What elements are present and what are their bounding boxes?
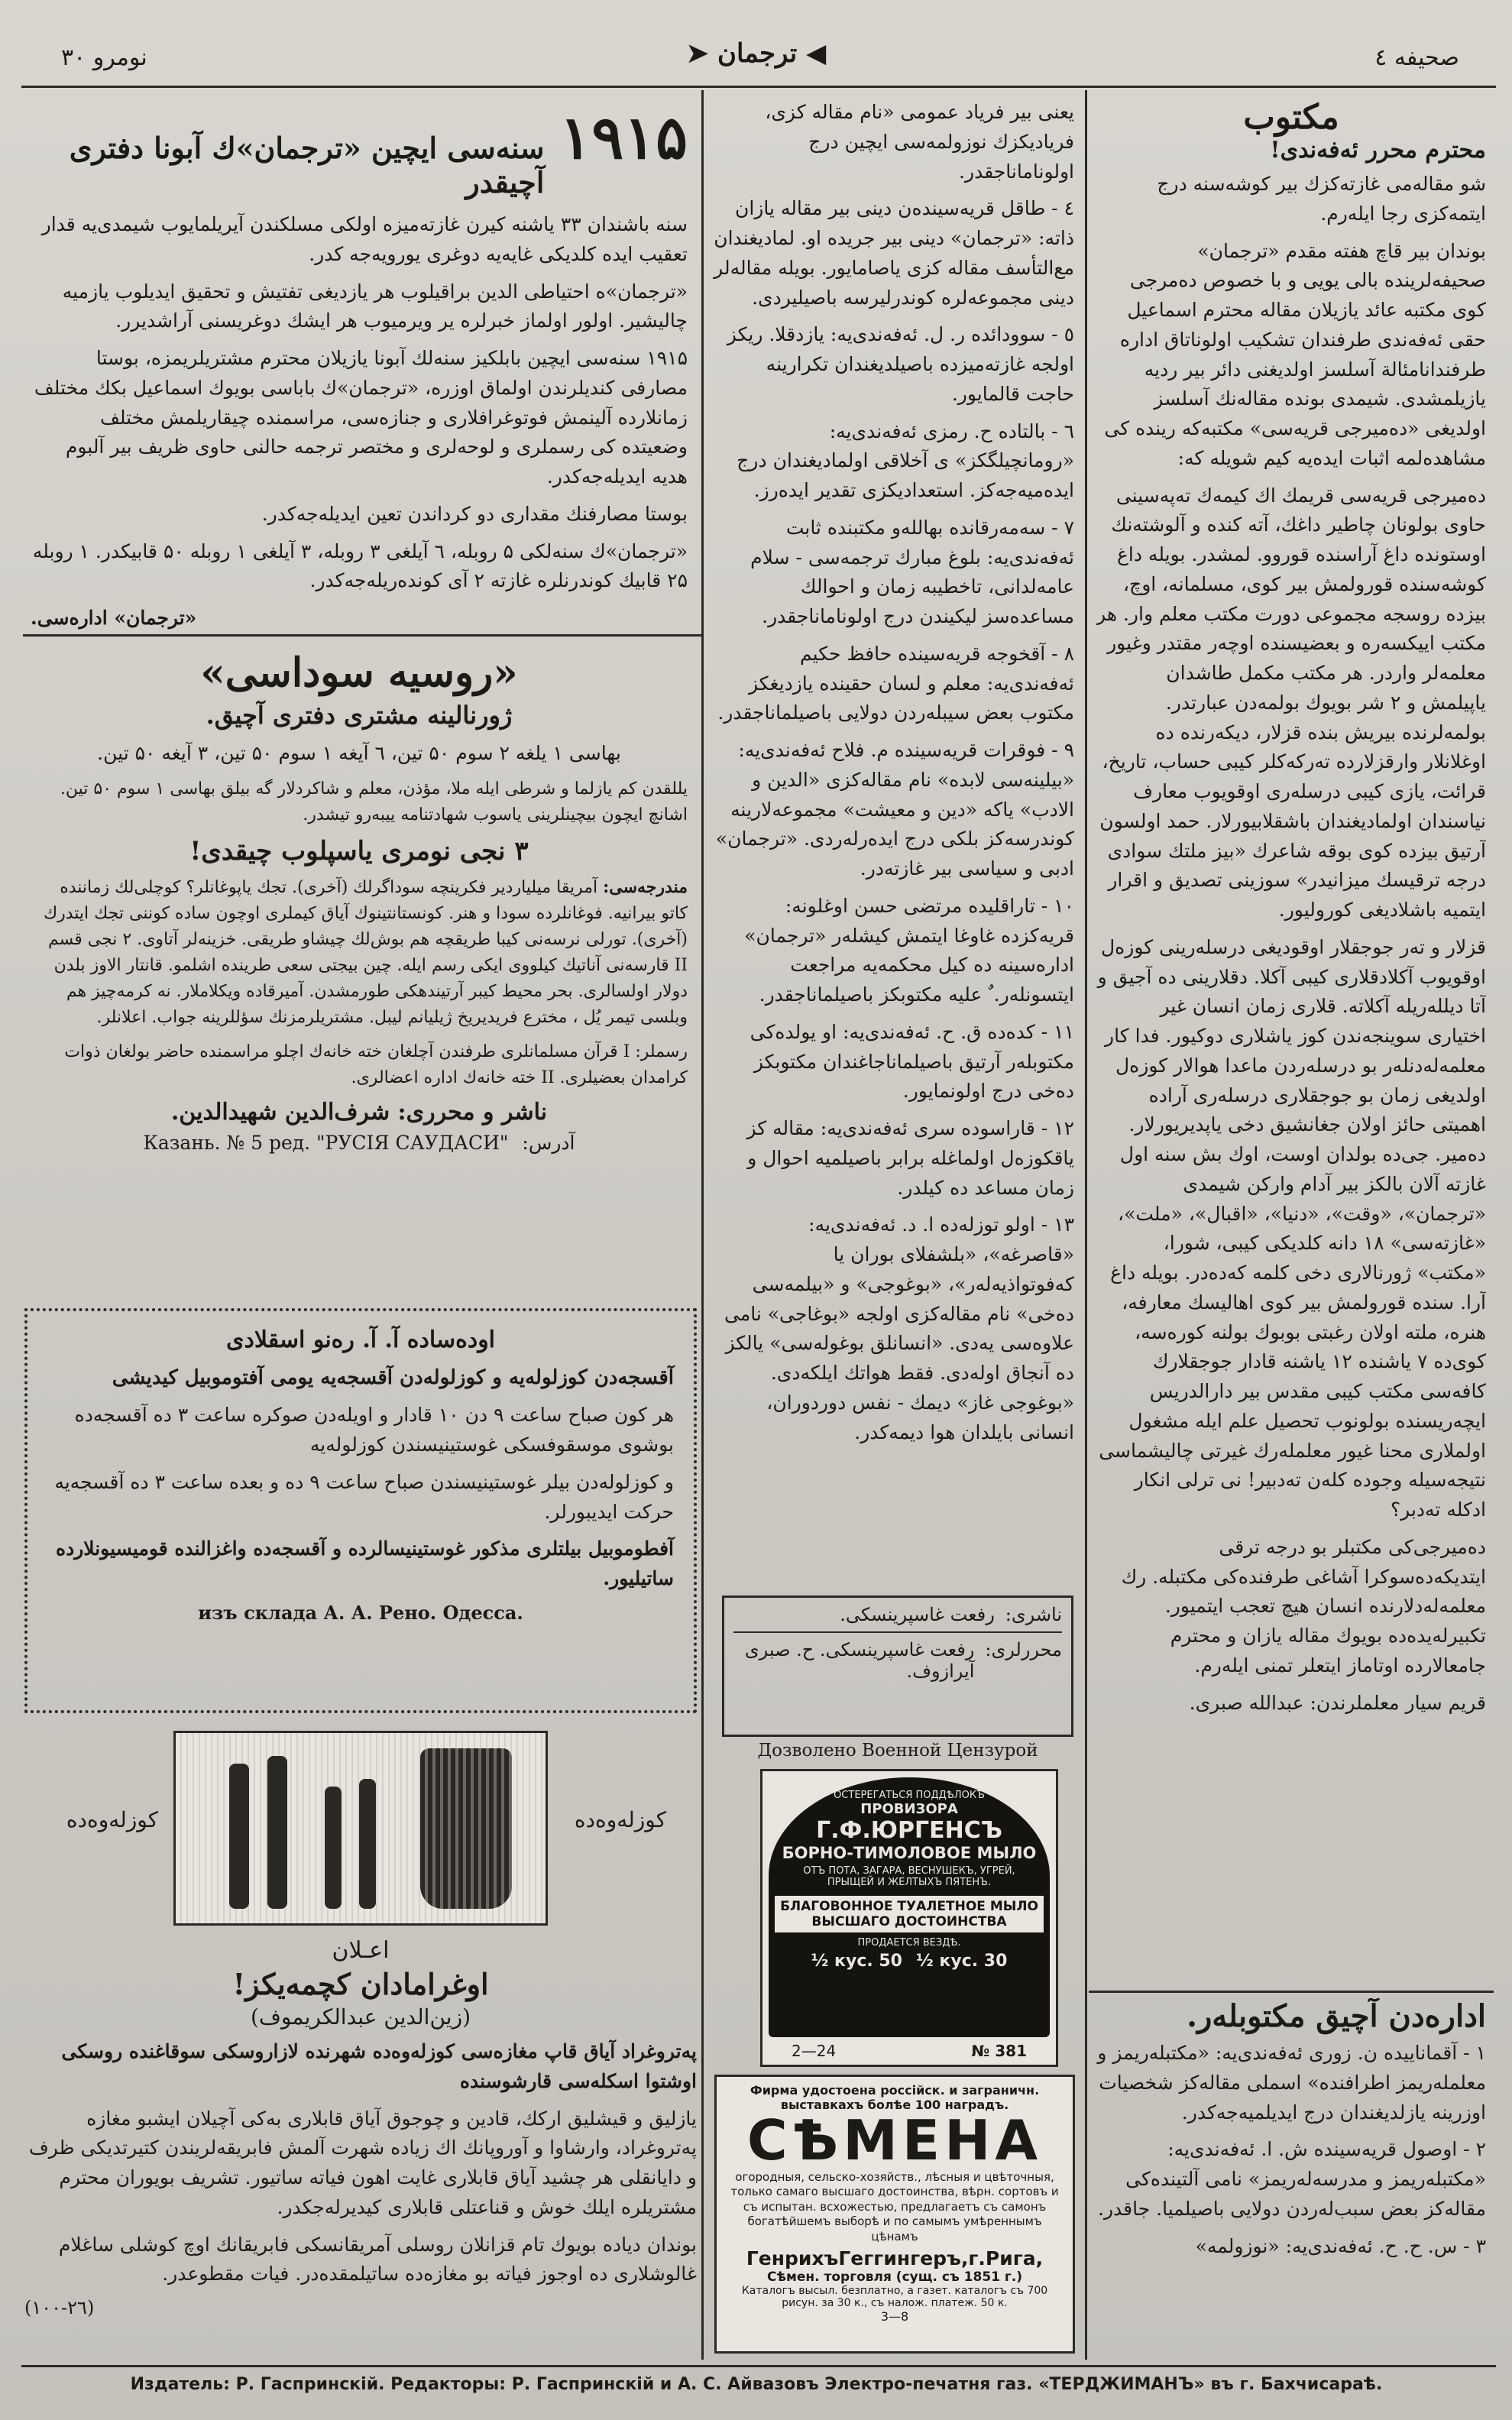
editors-row — [733, 1639, 1062, 1682]
subscription-paragraph: «ترجمان»‌ك سنه‌لکی ۵ روبله، ٦ آیلغی ۳ روبله، ۳ آیلغی ۱ روبله ۵۰ قابیکدر. ۱ روبله ۲۵ قابیك کوندرنلره غازته ۲ آی کونده‌ریله‌جه‌کدر. — [32, 539, 688, 592]
address-label: آدرس: — [522, 1131, 575, 1154]
jurgens-uses: ОТЪ ПОТА, ЗАГАРА, ВЕСНУШЕКЪ, УГРЕЙ, ПРЫЩЕЙ И ЖЕЛТЫХЪ ПЯТЕНЪ. — [803, 1865, 1015, 1888]
pictures-line: رسملر: I قرآن مسلمانلری طرفندن آچلغان خته خانه‌ك اچلو مراسمنده حاضر بولغان ذوات کرامدان بعضیلری. II خته خانه‌ك اداره اعضالری. — [64, 1042, 688, 1087]
semena-shop: Сѣмен. торговля (сущ. съ 1851 г.) — [766, 2269, 1023, 2286]
auto-ad-title: اودەسادە آ. آ. رەنو اسقلادی — [225, 1327, 496, 1353]
letter-paragraph: قزلار و تەر جوجقلار اوقودیغی درسلەرینی کوزەل اوقویوب آکلادقلاری کیبی آکلا. دقلارینی دە آجیق و آتا دیللەریلە آکلاتە. قلاری زمان انسان غیر اختیاری سوینجەندن کوز یاشلاری دوکیور. فدا کار معلمەلەدنلەر بو درسلەردن ماعدا هوالار کوزەل اولدیغی زمان بو جوجقلاری درسلەری آرادە اهمیتی حائز اولان جغانشیق دخی یاپدیریورلار. دەمیر. جی‌دە بولدان اوست، اوك بش سنە اول غازتە آلان بالکز بیر آدام وارکن شیمدی «ترجمان»، «وقت»، «دنیا»، «اقبال»، «ملت»، «غازتەسی» ۱۸ دانە کلدیکی کیبی، شورا، «مکتب» ژورنالاری دخی کلمە کەدەدر. بویلە داغ آرا. سندە قورولمش بیر کوی اهالیسك معارفە، هنرە، ملتە اولان رغبتی بوبوك بولنە کورەسە، کوی‌دە ۷ یاشندە ۱۲ یاشنە قادار جوجقلارك کافەسی مکتب کیبی مقدس بیر دارالدریس ایچەریسندە بولونوب تحصیل علم ایلە مشغول اولملاری محنا غیور معلملەرك غیرتی چالیشماسی نتیجەسیلە وجودە کلەن تەدبیر! نی ترلی انکار ادکلە تەدبر؟ — [1097, 935, 1486, 1521]
shoes-body: یازلیق و قیشلیق ارکك، قادین و چوجوق آیاق قابلاری بەکی آچیلان ایشبو مغازە پەتروغراد، وارشاوا و آوروپانك اك زیادە شهرت آلمش فابریقەلریندن کتیرتدیکی ظرف و دایانقلی هر چشید آیاق قابلاری غایت اهون فیاتە ساتیور. تشریف بویوران محترم مشتریلرە ایلك خوش و قناعتلی قابلاری کیدیرلەجکدر. — [28, 2107, 697, 2218]
contents-text: آمریقا میلیاردیر فکرینچه سوداگرلك (آخری). تجك یاپوغانلر؟ کوچلی‌لك زماننده کاتو بیرانیه. فوغانلرده سودا و هنر. کونستانتینوك آیاق کیملری اوچون ساده کوننی تجك ایتدرك (آخری). تورلی نرسه‌نی کیبا طریقچه هم بوش‌لك چیشاو طریقی. خزینه‌لر آتاوی. ۲ نجی قسم II قارسه‌نی آناتیك کیلووی ایکی رسم ایله. چین بیجتی سعی طرینده اشلمو. قانتار الاوز بلدن دولار اولسالری. بحر محیط کیبر آرتیندهکی طورمشدن. آمیرقاده ویکلاملار. نه کرمه‌چیز هم وبلسی تیمر یُل ، مخترع فریدیریخ ژیلیانم لیبل. مشتریلرمزنك سؤللرینه جواب. اعلانلر. — [43, 877, 688, 1028]
letter-paragraph: دەمیرجی قریەسی قریمك اك کیمەك تەپەسینی حاوی بولونان چاطیر داغك، آتە کندە و آلوشتەنك اوستوندە داغ آراسندە قوروو. لمشدر. بویلە داغ کوشەسندە قورولمش بیر کوی، مسلمانە، اوچ، بیزدە روسجە مجموعی دورت مکتب معلم وار. هر مکتب اییکسەرە و بعضیسندە اوچەر مقتدر وغیور معلمەلر واردر. هر مکتب مکمل طاشدان یاپیلمش و ۲ شر بویوك بولمەدن عبارتدر. بولمەلرندە بیریش بندە قزلار، دیکەرندە دە اوغلانلار وارقزلاردە تەرکەکلر کیبی حساب، تاریخ، قرائت، یازی کیبی درسلەری اوقویوب معارف نیاسندان اولمادیغندان باشقلابیورلار. حمد اولسون آرتیق بیزدە کوی بوقه شاعرك «بیز ملتك سوادی درجە ترقیسك میزانیدر» سوزینی تصدیق و اقرار ایتمیە باشلادیغی کورولیور. — [1096, 484, 1486, 921]
jurgens-sold: ПРОДАЕТСЯ ВЕЗДѢ. — [857, 1937, 961, 1949]
jurgens-provisor: ПРОВИЗОРА — [860, 1801, 958, 1817]
subscription-paragraph: «ترجمان»‌ه احتیاطی الدین براقیلوب هر یازدیغی تفتیش و تحقیق ایدیلوب یازمیه چالیشیر. اولور اولماز خبرلره یر ویرمیوب هر ایشك دوغریسنی آراشدیرر. — [62, 280, 688, 332]
semena-code: 3—8 — [880, 2309, 909, 2324]
letter-reply: ٧ - سەمەرقاندە بهاللەو مکتبندە ثابت ئەفەندی‌یە: بلوغ مبارك ترجمەسی - سلام عامەلدانی، تاخطیبە زمان و احوالك مساعدەسز لیکیندن درج اولوناماناجقدر. — [750, 516, 1074, 627]
censor-note: Дозволено Военной Цензурой — [757, 1741, 1038, 1761]
letter-reply: ٩ - فوقرات قریەسیندە م. فلاح ئەفەندی‌یە: «بیلینەسی لابدە» نام مقالەکزی «الدین و الادب» یاکە «دین و معیشت» مجموعەلارینە کوندرسە‌کز بلکی درج ایدەرلەردی. «ترجمان» ادبی و سیاسی بیر غازتەدر. — [715, 739, 1074, 880]
publisher-line: ناشر و محرری: شرف‌الدین شهیدالدین. — [170, 1098, 548, 1126]
open-letters — [1096, 1998, 1486, 2357]
open-letter-item: ۳ - س. ح. ح. ئەفەندی‌یە: «نوزولمه» — [1195, 2234, 1486, 2257]
ad-subtitle: ژورنالینه مشتری دفتری آچیق. — [206, 701, 513, 730]
subscription-paragraph: ۱۹۱۵ سنه‌سی ایچین بابلکیز سنه‌لك آبونا یازیلان محترم مشتریلریمزه، بوستا مصارفی کندیلرندن اولماق اوزره، «ترجمان»‌ك باباسی بویوك اسماعیل بکك مختلف زمانلارده آلینمش فوتوغرافلاری و جنازه‌سی، مراسمنده چیقاریلمش مختلف وضعیتده کی رسملری و لوحه‌لری و مختصر ترجمه حالنی حاوی ظریف بیر آلبوم هدیه ایدیله‌جه‌کدر. — [34, 347, 688, 488]
boot-illustration — [229, 1764, 249, 1909]
jurgens-price-left: ½ кус. 50 — [811, 1952, 902, 1971]
letter-reply: ٥ - سوودائدە ر. ل. ئەفەندی‌یە: یازدقلا. ریکز اولجە غازتەمیزدە باصیلدیغندان تکرارینە حاجت قالمایور. — [727, 323, 1074, 405]
contents — [31, 874, 688, 1032]
footer-imprint: Издатель: Р. Гаспринскій. Редакторы: Р. Гаспринскій и А. С. Айвазовъ Электро-печатня газ. «ТЕРДЖИМАНЪ» въ г. Бахчисараѣ. — [130, 2375, 1383, 2394]
shoes-code: (٢٦-١٠٠) — [24, 2297, 95, 2318]
russia-saudasi-ad — [31, 650, 688, 1299]
shoes-text — [24, 1937, 697, 2365]
shoes-illustration — [173, 1731, 548, 1926]
shoes-side-label: کوزلەوەدە — [66, 1807, 159, 1832]
jurgens-footer-right: № 381 — [971, 2042, 1027, 2060]
issue-number: نومرو ۳۰ — [61, 44, 147, 71]
semena-ad — [714, 2075, 1075, 2354]
paper-name — [634, 38, 879, 69]
editors-label: محررلری: — [985, 1639, 1062, 1660]
shoes-body: بوندان دیادە بویوك تام قزانلان روسلی آمریقانسکی فابریقانك اوچ کوشلی ساغلام غالوشلاری دە اوجوز فیاتە بو مغازەدە ساتیلمقدەدر. فیات مقطوعدر. — [58, 2233, 697, 2286]
decor-left-arrow-icon: ➤ — [686, 38, 718, 69]
letter-signoff: قریم سیار معلملرندن: عبدالله صبری. — [1189, 1691, 1486, 1714]
publisher-box — [722, 1596, 1073, 1737]
semena-title: СѢМЕНА — [746, 2108, 1043, 2172]
jurgens-brand: Г.Ф.ЮРГЕНСЪ — [816, 1817, 1002, 1844]
letter-reply: ١٣ - اولو توزلەدە ا. د. ئەفەندی‌یە: «قاصرغە»، «بلشفلای بوران یا کەفوتواذیەلەر»، «بوغوجی» و «بیلمەسی دەخی» نام مقالەکزی اولجە «بوغاجی» نامی علاوەسی یەدی. «انسانلق بوغولەسی» یالکز دە آنجاق اولەدی. فقط هواتك ایلکەدی. «بوغوجی غاز» دیمك - نفس دوردوران، انسانی بایلدان هوا دیمەکدر. — [724, 1213, 1074, 1443]
price-line: بهاسی ۱ یلغه ۲ سوم ۵۰ تین، ٦ آیغه ۱ سوم ۵۰ تین، ۳ آیغه ۵۰ تین. — [97, 742, 621, 764]
page-label: صحیفه ٤ — [1374, 44, 1459, 71]
letter-reply: ٨ - آقخوجە قریەسیندە حافظ حکیم ئەفەندی‌یە: معلم و لسان حقیندە یازدیغکز مکتوب بعض سیبلەردن دولایی باصیلماناجقدر. — [717, 642, 1074, 724]
publisher-row — [733, 1604, 1062, 1633]
editors-value: رفعت غاسپرینسکی. ح. صبری آیرازوف. — [744, 1639, 975, 1682]
column-divider-right — [1085, 90, 1087, 2360]
semena-desc: огородныя, сельско-хозяйств., лѣсныя и цвѣточныя, только самаго высшаго достоинства, вѣрн. сортовъ и съ испытан. всхожестью, предлагаетъ съ самонъ богатѣйшемъ выборѣ и по самымъ умѣреннымъ цѣнамъ — [730, 2169, 1059, 2243]
auto-ad-source: изъ склада А. А. Рено. Одесса. — [198, 1601, 523, 1624]
letter-greeting: محترم محرر ئەفەندی! — [1270, 137, 1486, 164]
shoes-city: پەتروغراد آیاق قاپ مغازەسی کوزلەوەدە شهرندە لازاروسکی سوقاغندە روسکی اوشتوا اسکلەسی قارشوسندە — [61, 2040, 697, 2092]
issue-out: ۳ نجی نومری یاسپلوب چیقدی! — [189, 835, 529, 867]
shoes-owner: (زین‌الدین عبدالکریموف) — [250, 2004, 471, 2030]
subscription-block — [31, 103, 688, 630]
letter-paragraph: دەمیرجی‌کی مکتبلر بو درجە ترقی ایتدیکەدەسوكرا آشاغی طرفندە‌کی مکتبلە. رك معلمەلەدلارندە انسان هیچ تعجب ایتمیور. تكبیرلەیدە‌دە بویوك مقالە یازان و محترم جامعالاردە اوتاماز ایتعلر تمنی ایلەرم. — [1121, 1535, 1486, 1677]
right-column-letter — [1096, 98, 1486, 1985]
auto-ad-line: هر کون صباح ساعت ۹ دن ۱۰ قادار و اویلەدن صوکرە ساعت ۳ دە آقسجەدە بوشوی موسقوفسکی غوستینیسندن کوزلولەیە — [74, 1404, 674, 1456]
contents-label: مندرجه‌سی: — [603, 876, 688, 897]
publisher-value: رفعت غاسپرینسکی. — [840, 1604, 995, 1625]
masthead-rule — [21, 86, 1496, 88]
shoes-headline: اوغرامادان کچمەیکز! — [232, 1967, 489, 2001]
discount-line: یللقدن کم یازلما و شرطی ایله ملا، مؤذن، معلم و شاکردلار گه بیلق بهاسی ۱ سوم ۵۰ تین. اشانچ ایچون بیچینلرینی یاسوب شهادتنامه ییبه‌رو تیشدر. — [60, 779, 688, 824]
subscription-signoff: «ترجمان» اداره‌سی. — [31, 607, 197, 629]
jurgens-soap-ad — [760, 1769, 1058, 2067]
subscription-headline — [31, 103, 688, 199]
boot-illustration — [359, 1779, 376, 1909]
shoes-side-label: کوزلەوەدە — [574, 1807, 667, 1832]
address-row — [31, 1132, 688, 1154]
letter-reply: ١١ - کدە‌دە ق. ح. ئەفەندی‌یە: او یولدەکی مکتوبلەر آرتیق باصیلماناجاغندان مکتوبکز دەخی درج اولونمایور. — [750, 1020, 1074, 1103]
auto-ad-line: آقسجەدن کوزلولەیە و کوزلولەدن آقسجەیە یومی آفتوموبیل کیدیشی — [112, 1366, 674, 1389]
letter-paragraph: بوندان بیر قاچ هفتە مقدم «ترجمان» صحیفەلریندە بالی یویی و با خصوص دەمرجی کوی مکتبە عائد یازیلان مقالە محترم اسماعیل حقی ئەفەندی طرفندان تشکیب اولوناتاق ادارە طرفندانامئالة آسلسز اولدیغنی دائر بیر ردیە یازیلمشدی. شیمدی بوندە مقالەنك آسلسز اولدیغی «دەمیرجی قریەسی» مکتبەکە ریندە کی مشاهدەلمە اثبات ایدەیە کیم شویلە کە: — [1104, 239, 1486, 469]
letter-reply: ٤ - طاقل قریەسیندەن دینی بیر مقالە یازان ذاتە: «ترجمان» دینی بیر جریدە او. لمادیغندان مع‌التأسف مقالە کزی یاصامایور. بویلە مقالەلر دینی مجموعەلرە کوندرلیرسە باصیلیردی. — [714, 197, 1074, 309]
boot-illustration — [267, 1756, 287, 1909]
letter-reply: ١٢ - قاراسودە سری ئەفەندی‌یە: مقالە کز یاقکوزەل اولماغلە برابر باصیلمیە احوال و زمان مساعد دە کیلدر. — [746, 1117, 1074, 1199]
jurgens-footer — [769, 2037, 1050, 2060]
jurgens-product: БОРНО-ТИМОЛОВОЕ МЫЛО — [782, 1844, 1037, 1862]
address-value: Казань. № 5 ред. "РУСІЯ САУДАСИ" — [143, 1131, 509, 1154]
jurgens-footer-left: 2—24 — [792, 2042, 837, 2060]
dress-illustration — [420, 1748, 512, 1909]
shoes-ad — [24, 1723, 697, 2373]
section-rule — [1089, 1991, 1494, 1993]
letter-reply: ٦ - بالتادە ح. رمزی ئەفەندی‌یە: «رومانچیلگکز» ی آخلاقی اولمادیغندان درج ایدەمیەجەکز. استعدادیکزی تقدیر ایدەرز. — [737, 420, 1074, 501]
jurgens-prices — [769, 1952, 1050, 1971]
ad-title: «روسیه سوداسی» — [200, 650, 518, 696]
publisher-label: ناشری: — [1005, 1604, 1062, 1625]
boot-illustration — [325, 1787, 342, 1909]
footer-rule — [21, 2365, 1496, 2367]
jurgens-warning: ОСТЕРЕГАТЬСЯ ПОДДѢЛОКЪ — [834, 1790, 985, 1801]
letter-title: مکتوب — [1243, 98, 1339, 137]
decor-right-arrow-icon: ◀ — [797, 38, 827, 69]
letter-reply: ١٠ - تاراقلیدە مرتضی حسن اوغلونە: قریەکزدە غاوغا ایتمش کیشلەر «ترجمان» ادارەسینە دە کیل محکمەیە مراجعت ایتسونلەر. ٌ عليه مکتوبکز باصیلماناجقدر. — [744, 894, 1074, 1006]
auto-ad-line: آفطوموبیل بیلتلری مذکور غوستینیسالردە و آقسجەدە واغزالندە قومیسیونلاردە ساتیلیور. — [55, 1537, 674, 1590]
middle-column-letters — [712, 98, 1074, 1576]
jurgens-ad-inner — [769, 1777, 1050, 2037]
jurgens-band: БЛАГОВОННОЕ ТУАЛЕТНОЕ МЫЛО ВЫСШАГО ДОСТОИНСТВА — [775, 1896, 1044, 1932]
open-letter-item: ۲ - اوصول قریەسیندە ش. ا. ئەفەندی‌یە: «مکتبلەریمز و مدرسەلەریمز» نامی آلتیندە‌کی مقالە‌کز بعض سبب‌لەردن دولایی باصیلمیا. جاقدر. — [1098, 2138, 1486, 2220]
semena-catalog: Каталогъ высыл. безплатно, а газет. каталогъ съ 700 рисун. за 30 к., съ налож. платеж. 50 к. — [741, 2285, 1048, 2310]
subscription-paragraph: بوستا مصارفنك مقداری دو کرداندن تعین ایدیله‌جه‌کدر. — [261, 502, 688, 525]
headline-year: ۱۹۱۵ — [559, 103, 688, 173]
shoes-announcement: اعـلان — [332, 1937, 390, 1964]
open-letters-title: ادارەدن آچیق مکتوبلەر. — [1187, 1998, 1486, 2034]
letter-reply: یعنی بیر فریاد عمومی «نام مقالە کزی، فریادیکزك نوزولمەسی ایچین درج اولوناماناجقدر. — [765, 101, 1074, 183]
paper-name-text: ترجمان — [717, 38, 798, 69]
open-letter-item: ۱ - آقماناییدە ن. زوری ئەفەندی‌یە: «مکتبلەریمز و معلملەریمز اطرافندە» اسملی مقالە‌کز شخصیات اوزرینە یازلدیغندان درج ایدیلمیەجەکدر. — [1097, 2042, 1486, 2124]
semena-top: Фирма удостоена россійск. и заграничн. выставкахъ болѣе 100 наградъ. — [750, 2083, 1040, 2112]
subscription-paragraph: سنه باشندان ۳۳ یاشنه کیرن غازته‌میزه اولکی مسلکندن آیریلمایوب شیمدی‌یه قدار تعقیب ایده کلدیکی غایه‌یه دوغری یورویه‌جه کدر. — [41, 213, 688, 265]
auto-ad-line: و کوزلولەدن بیلر غوستینیسندن صباح ساعت ۹ دە و بعدە ساعت ۳ دە آقسجەیە حرکت ایدیبورلر. — [54, 1470, 674, 1523]
column-divider-left — [701, 90, 704, 2360]
jurgens-price-right: ½ кус. 30 — [916, 1952, 1008, 1971]
auto-ad — [24, 1308, 697, 1713]
section-rule — [23, 634, 701, 637]
headline-text: سنه‌سی ایچین «ترجمان»‌ك آبونا دفتری آچیقدر — [69, 131, 545, 199]
letter-paragraph: شو مقالەمی غازتەکزك بیر کوشەسنە درج ایتمەکزی رجا ایلەرم. — [1157, 173, 1486, 225]
semena-firm: ГенрихъГеггингеръ,г.Рига, — [746, 2247, 1044, 2270]
